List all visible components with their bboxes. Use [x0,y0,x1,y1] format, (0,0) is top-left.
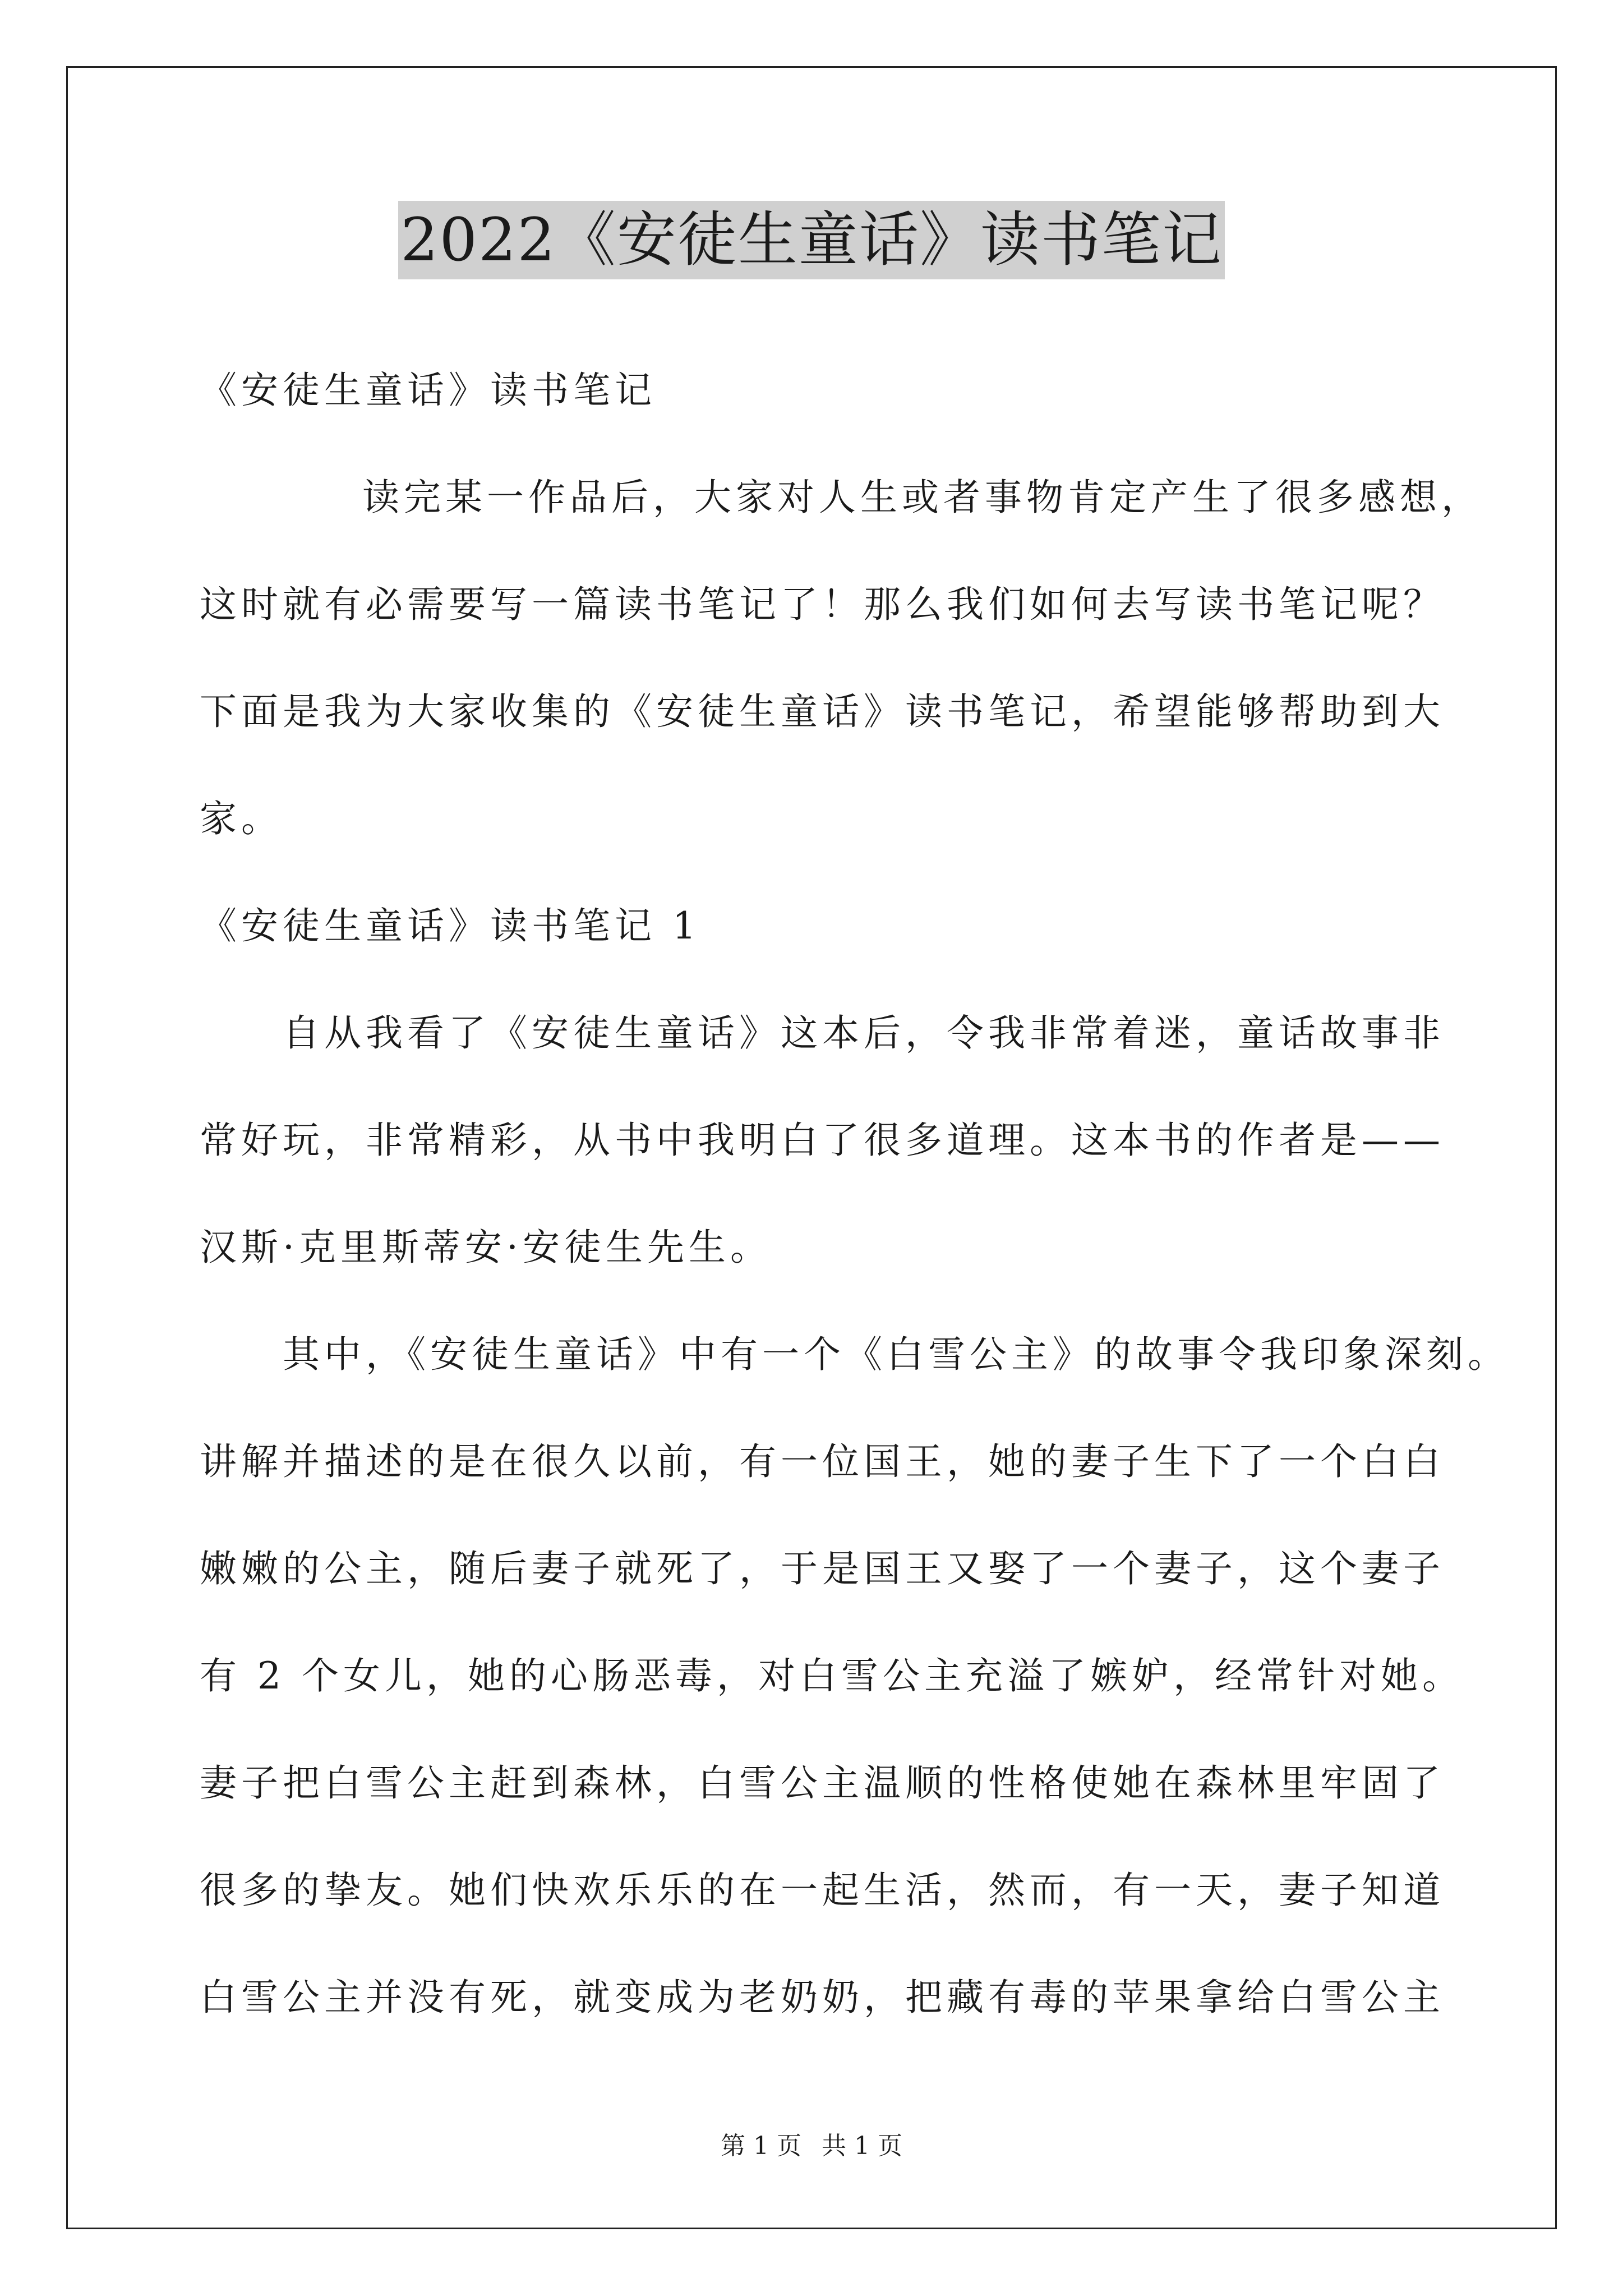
body-line: 有 2 个女儿，她的心肠恶毒，对白雪公主充溢了嫉妒，经常针对她。 [200,1654,1464,1697]
body-line: 下面是我为大家收集的《安徒生童话》读书笔记，希望能够帮助到大 [200,690,1445,733]
body-line: 白雪公主并没有死，就变成为老奶奶，把藏有毒的苹果拿给白雪公主 [200,1976,1445,2019]
body-line: 读完某一作品后，大家对人生或者事物肯定产生了很多感想， [362,476,1483,519]
body-line: 自从我看了《安徒生童话》这本后，令我非常着迷，童话故事非 [283,1011,1445,1055]
document-title: 2022《安徒生童话》读书笔记 [398,201,1225,279]
page-total: 共 1 页 [822,2132,902,2160]
body-line: 讲解并描述的是在很久以前，有一位国王，她的妻子生下了一个白白 [200,1440,1445,1483]
title-container [0,201,1623,279]
body-line: 这时就有必需要写一篇读书笔记了！那么我们如何去写读书笔记呢？ [200,583,1445,626]
section-heading: 《安徒生童话》读书笔记 1 [200,904,700,947]
body-line: 常好玩，非常精彩，从书中我明白了很多道理。这本书的作者是—— [200,1119,1445,1162]
body-line: 汉斯·克里斯蒂安·安徒生先生。 [200,1226,772,1269]
body-line: 很多的挚友。她们快欢乐乐的在一起生活，然而，有一天，妻子知道 [200,1869,1445,1912]
body-line: 家。 [200,797,283,840]
document-body [200,337,1509,2051]
page-number: 第 1 页 [721,2132,801,2160]
body-line: 嫩嫩的公主，随后妻子就死了，于是国王又娶了一个妻子，这个妻子 [200,1547,1445,1590]
body-line: 其中，《安徒生童话》中有一个《白雪公主》的故事令我印象深刻。 [283,1333,1509,1376]
page-footer [0,2129,1623,2163]
body-line: 妻子把白雪公主赶到森林，白雪公主温顺的性格使她在森林里牢固了 [200,1761,1445,1805]
body-line: 《安徒生童话》读书笔记 [200,369,656,412]
